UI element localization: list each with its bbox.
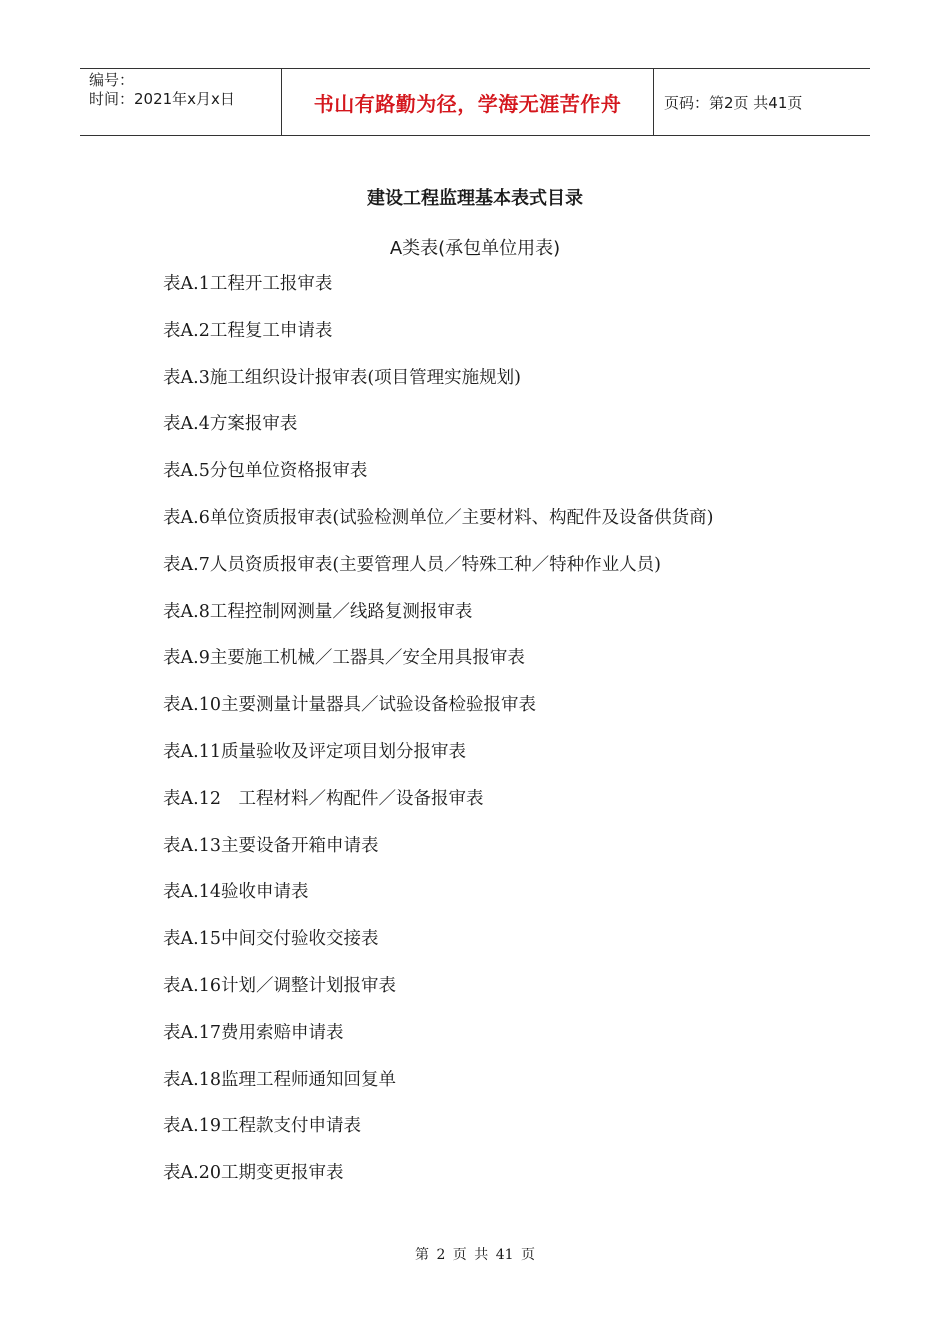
header-page-cell <box>654 69 870 135</box>
toc-item: 表A.12 工程材料／构配件／设备报审表 <box>163 788 484 809</box>
toc-item: 表A.2工程复工申请表 <box>163 320 333 341</box>
toc-item: 表A.7人员资质报审表(主要管理人员／特殊工种／特种作业人员) <box>163 554 661 575</box>
toc-item: 表A.10主要测量计量器具／试验设备检验报审表 <box>163 695 536 716</box>
toc-item: 表A.20工期变更报审表 <box>163 1163 344 1184</box>
toc-item: 表A.8工程控制网测量／线路复测报审表 <box>163 601 473 622</box>
toc-item: 表A.1工程开工报审表 <box>163 274 333 294</box>
page-info: 页码：第2页 共41页 <box>664 93 803 112</box>
header-motto-cell <box>282 69 654 135</box>
header-table <box>80 68 870 136</box>
motto-text: 书山有路勤为径，学海无涯苦作舟 <box>313 91 622 116</box>
toc-item: 表A.15中间交付验收交接表 <box>163 929 379 950</box>
header-meta-cell <box>80 69 282 135</box>
page-title: 建设工程监理基本表式目录 <box>367 188 583 209</box>
section-title: A类表(承包单位用表) <box>389 238 561 259</box>
toc-item: 表A.6单位资质报审表(试验检测单位／主要材料、构配件及设备供货商) <box>163 507 714 528</box>
toc-item: 表A.11质量验收及评定项目划分报审表 <box>163 741 466 762</box>
toc-item: 表A.19工程款支付申请表 <box>163 1116 361 1137</box>
toc-item: 表A.17费用索赔申请表 <box>163 1022 344 1043</box>
toc-item: 表A.3施工组织设计报审表(项目管理实施规划) <box>163 367 521 388</box>
toc-item: 表A.16计划／调整计划报审表 <box>163 975 396 996</box>
toc-item: 表A.4方案报审表 <box>163 414 298 435</box>
toc-item: 表A.14验收申请表 <box>163 882 309 903</box>
page-footer: 第 2 页 共 41 页 <box>415 1247 535 1263</box>
toc-item: 表A.18监理工程师通知回复单 <box>163 1069 396 1090</box>
document-number-label: 编号： <box>89 71 135 89</box>
table-of-contents <box>163 270 714 1206</box>
toc-item: 表A.13主要设备开箱申请表 <box>163 835 379 856</box>
toc-item: 表A.9主要施工机械／工器具／安全用具报审表 <box>163 648 525 669</box>
toc-item: 表A.5分包单位资格报审表 <box>163 461 368 482</box>
document-date-label: 时间：2021年x月x日 <box>89 90 235 108</box>
